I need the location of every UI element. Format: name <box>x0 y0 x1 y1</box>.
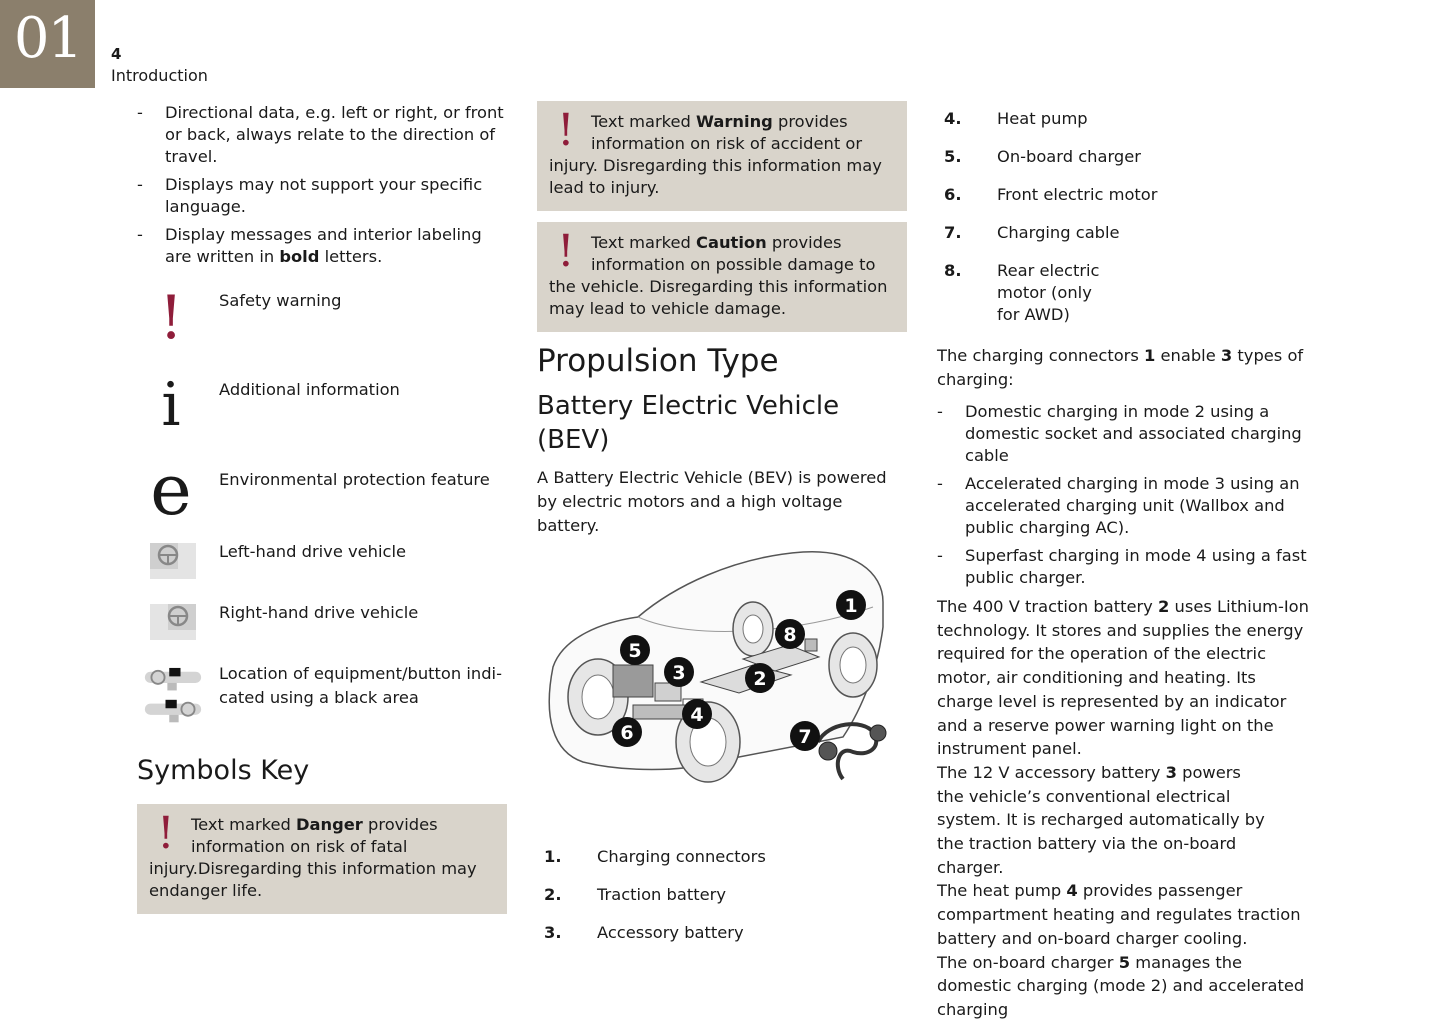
symbol-label: Left-hand drive vehicle <box>219 542 406 561</box>
list-item: - Displays may not support your specific language. <box>137 174 512 218</box>
section-title: Introduction <box>111 66 208 85</box>
symbol-label: Location of equipment/button indi-cated using a black area <box>219 664 502 707</box>
list-item: - Accelerated charging in mode 3 using an accelerated charging unit (Wallbox and public charging AC). <box>937 473 1309 539</box>
diagram-callout <box>620 635 650 665</box>
list-item: - Domestic charging in mode 2 using a domestic socket and associated charging cable <box>937 401 1309 467</box>
list-item: 6. Front electric motor <box>944 185 1158 204</box>
symbol-label: Environmental protection feature <box>219 470 490 489</box>
symbol-label: Right-hand drive vehicle <box>219 603 419 622</box>
information-icon: i <box>161 370 181 440</box>
left-column <box>137 102 512 900</box>
intro-list <box>137 102 512 268</box>
diagram-callout <box>682 699 712 729</box>
list-item: - Display messages and interior labeling are written in bold letters. <box>137 224 512 268</box>
paragraph: The 12 V accessory battery 3 powers the vehicle’s conventional electrical system. It is recharged automatically by the traction battery via the on-board charger. <box>937 762 1265 877</box>
svg-text:6: 6 <box>620 722 634 744</box>
page-number: 4 <box>111 45 122 63</box>
symbol-label: Additional information <box>219 380 400 399</box>
svg-text:1: 1 <box>844 595 858 617</box>
svg-text:8: 8 <box>783 624 797 646</box>
battery-description <box>937 595 1309 1022</box>
charging-intro: The charging connectors 1 enable 3 types of charging: <box>937 346 1304 389</box>
list-item: 5. On-board charger <box>944 147 1141 166</box>
warning-icon: ! <box>557 105 575 156</box>
right-hand-drive-icon <box>143 602 203 642</box>
chapter-number: 01 <box>13 6 82 71</box>
safety-warning-icon: ! <box>158 283 184 353</box>
charging-modes-list <box>937 401 1309 589</box>
components-list-b <box>937 108 1309 326</box>
propulsion-heading: Propulsion Type <box>537 343 779 379</box>
list-item: 1. Charging connectors <box>544 847 766 866</box>
diagram-callout <box>790 721 820 751</box>
environment-icon: e <box>150 449 192 531</box>
danger-callout: ! Text marked Danger provides information on risk of fatal injury.Disregarding this information may endanger life. <box>137 804 507 914</box>
list-item: 8. Rear electric motor (only for AWD) <box>944 261 1100 324</box>
paragraph: The heat pump 4 provides passenger compartment heating and regulates traction battery and on-board charger cooling. <box>937 881 1301 948</box>
list-item: - Directional data, e.g. left or right, or front or back, always relate to the direction of travel. <box>137 102 512 168</box>
svg-text:5: 5 <box>628 640 642 662</box>
bev-description: A Battery Electric Vehicle (BEV) is powered by electric motors and a high voltage battery. <box>537 468 887 535</box>
warning-callout: ! Text marked Warning provides information on risk of accident or injury. Disregarding this information may lead to injury. <box>537 101 907 211</box>
svg-text:2: 2 <box>753 668 767 690</box>
list-item: - Superfast charging in mode 4 using a fast public charger. <box>937 545 1309 589</box>
caution-callout: ! Text marked Caution provides information on possible damage to the vehicle. Disregarding this information may lead to vehicle damage. <box>537 222 907 332</box>
components-list-a <box>537 846 909 944</box>
symbol-label: Safety warning <box>219 291 342 310</box>
symbols-key-heading: Symbols Key <box>137 755 310 786</box>
diagram-callout <box>836 590 866 620</box>
diagram-callout <box>664 657 694 687</box>
list-item: 7. Charging cable <box>944 223 1120 242</box>
chapter-tab <box>0 0 95 88</box>
svg-text:7: 7 <box>798 726 812 748</box>
list-item: 4. Heat pump <box>944 109 1088 128</box>
danger-icon: ! <box>157 808 175 859</box>
equipment-location-icon <box>143 662 203 732</box>
middle-column <box>537 101 909 942</box>
diagram-callout <box>775 619 805 649</box>
svg-text:3: 3 <box>672 662 686 684</box>
paragraph: The 400 V traction battery 2 uses Lithium-Ion technology. It stores and supplies the energy required for the operation of the electric motor, air conditioning and heating. Its charge level is represented by an indicator and a reserve power warning light on the instrument panel. <box>937 597 1309 759</box>
list-item: 3. Accessory battery <box>544 923 744 942</box>
paragraph: The on-board charger 5 manages the domestic charging (mode 2) and accelerated charging <box>937 952 1305 1019</box>
left-hand-drive-icon <box>143 541 203 581</box>
diagram-callout <box>745 663 775 693</box>
right-column <box>937 108 1309 1022</box>
list-item: 2. Traction battery <box>544 885 726 904</box>
vehicle-diagram <box>543 547 905 797</box>
svg-text:4: 4 <box>690 704 704 726</box>
caution-icon: ! <box>557 226 575 277</box>
diagram-callout <box>612 717 642 747</box>
bev-heading: Battery Electric Vehicle (BEV) <box>537 391 840 455</box>
